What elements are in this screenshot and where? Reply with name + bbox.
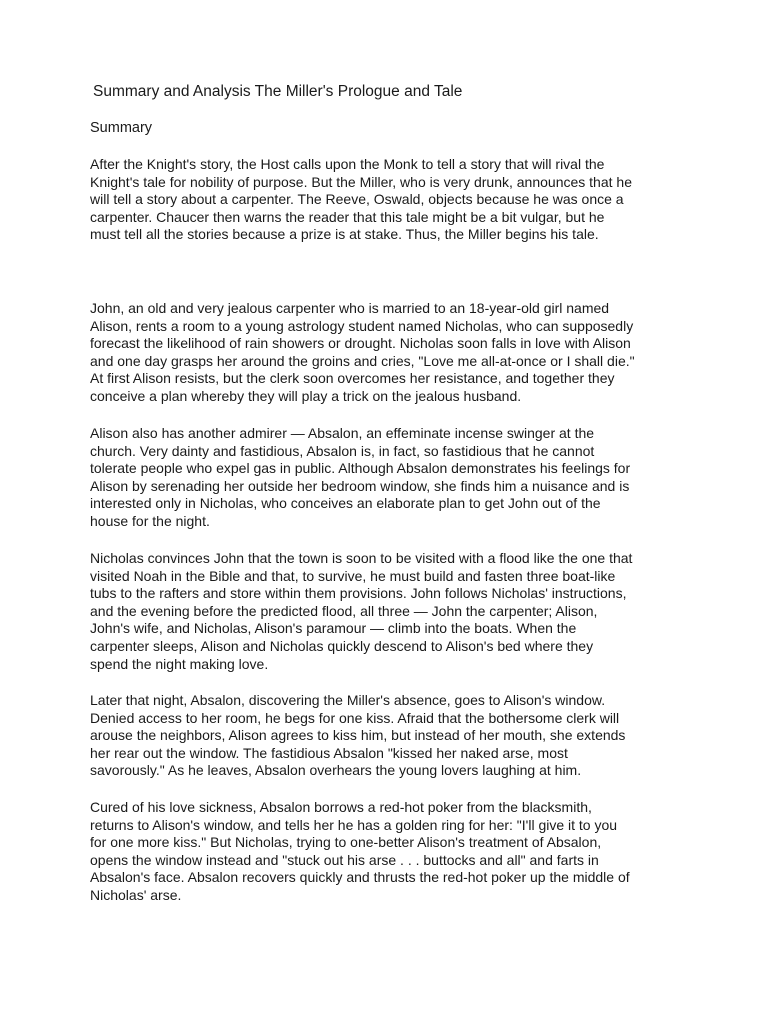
- paragraph-4: [90, 550, 690, 673]
- text-line: interested only in Nicholas, who conceives an elaborate plan to get John out of the: [90, 495, 601, 512]
- text-line: tolerate people who expel gas in public. Although Absalon demonstrates his feelings for: [90, 460, 631, 477]
- paragraph-6: [90, 799, 690, 905]
- paragraph-3: [90, 425, 690, 531]
- text-line: carpenter. Chaucer then warns the reader that this tale might be a bit vulgar, but he: [90, 208, 605, 225]
- text-line: will tell a story about a carpenter. The Reeve, Oswald, objects because he was once a: [90, 191, 624, 208]
- text-line: house for the night.: [90, 512, 210, 529]
- text-line: Absalon's face. Absalon recovers quickly and thrusts the red-hot poker up the middle of: [90, 869, 630, 886]
- text-line: Denied access to her room, he begs for one kiss. Afraid that the bothersome clerk will: [90, 709, 620, 726]
- text-line: tubs to the rafters and store within them provisions. John follows Nicholas' instructions,: [90, 585, 627, 602]
- text-line: and the evening before the predicted flood, all three — John the carpenter; Alison,: [90, 602, 598, 619]
- text-line: Knight's tale for nobility of purpose. But the Miller, who is very drunk, announces that he: [90, 173, 632, 190]
- text-line: carpenter sleeps, Alison and Nicholas quickly descend to Alison's bed where they: [90, 637, 594, 654]
- paragraph-2: [90, 300, 690, 406]
- text-line: savorously." As he leaves, Absalon overhears the young lovers laughing at him.: [90, 762, 582, 779]
- paragraph-5: [90, 692, 690, 780]
- text-line: spend the night making love.: [90, 655, 269, 672]
- text-line: Later that night, Absalon, discovering the Miller's absence, goes to Alison's window.: [90, 692, 606, 708]
- text-line: After the Knight's story, the Host calls upon the Monk to tell a story that will rival the: [90, 156, 605, 172]
- text-line: Nicholas' arse.: [90, 886, 182, 903]
- text-line: John, an old and very jealous carpenter who is married to an 18-year-old girl named: [90, 300, 610, 316]
- text-line: At first Alison resists, but the clerk soon overcomes her resistance, and together they: [90, 370, 615, 387]
- section-heading-summary: Summary: [90, 120, 153, 136]
- text-line: John's wife, and Nicholas, Alison's paramour — climb into the boats. When the: [90, 620, 577, 637]
- text-line: Alison also has another admirer — Absalon, an effeminate incense swinger at the: [90, 425, 595, 441]
- text-line: returns to Alison's window, and tells her he has a golden ring for her: "I'll give it to you: [90, 816, 618, 833]
- text-line: and one day grasps her around the groins and cries, "Love me all-at-once or I shall die.": [90, 352, 635, 369]
- paragraph-1: [90, 156, 690, 244]
- text-line: Alison by serenading her outside her bedroom window, she finds him a nuisance and is: [90, 477, 630, 494]
- text-line: arouse the neighbors, Alison agrees to kiss him, but instead of her mouth, she extends: [90, 727, 626, 744]
- document-title: Summary and Analysis The Miller's Prologue and Tale: [93, 83, 463, 100]
- text-line: visited Noah in the Bible and that, to survive, he must build and fasten three boat-like: [90, 567, 616, 584]
- text-line: forecast the likelihood of rain showers or drought. Nicholas soon falls in love with Alison: [90, 335, 631, 352]
- text-line: Alison, rents a room to a young astrology student named Nicholas, who can supposedly: [90, 317, 634, 334]
- text-line: opens the window instead and "stuck out his arse . . . buttocks and all" and farts in: [90, 851, 599, 868]
- text-line: for one more kiss." But Nicholas, trying to one-better Alison's treatment of Absalon,: [90, 834, 602, 851]
- text-line: her rear out the window. The fastidious Absalon "kissed her naked arse, most: [90, 744, 568, 761]
- text-line: must tell all the stories because a prize is at stake. Thus, the Miller begins his tale.: [90, 226, 599, 243]
- text-line: conceive a plan whereby they will play a trick on the jealous husband.: [90, 387, 522, 404]
- text-line: Nicholas convinces John that the town is soon to be visited with a flood like the one that: [90, 550, 633, 566]
- text-line: church. Very dainty and fastidious, Absalon is, in fact, so fastidious that he cannot: [90, 442, 595, 459]
- text-line: Cured of his love sickness, Absalon borrows a red-hot poker from the blacksmith,: [90, 799, 592, 815]
